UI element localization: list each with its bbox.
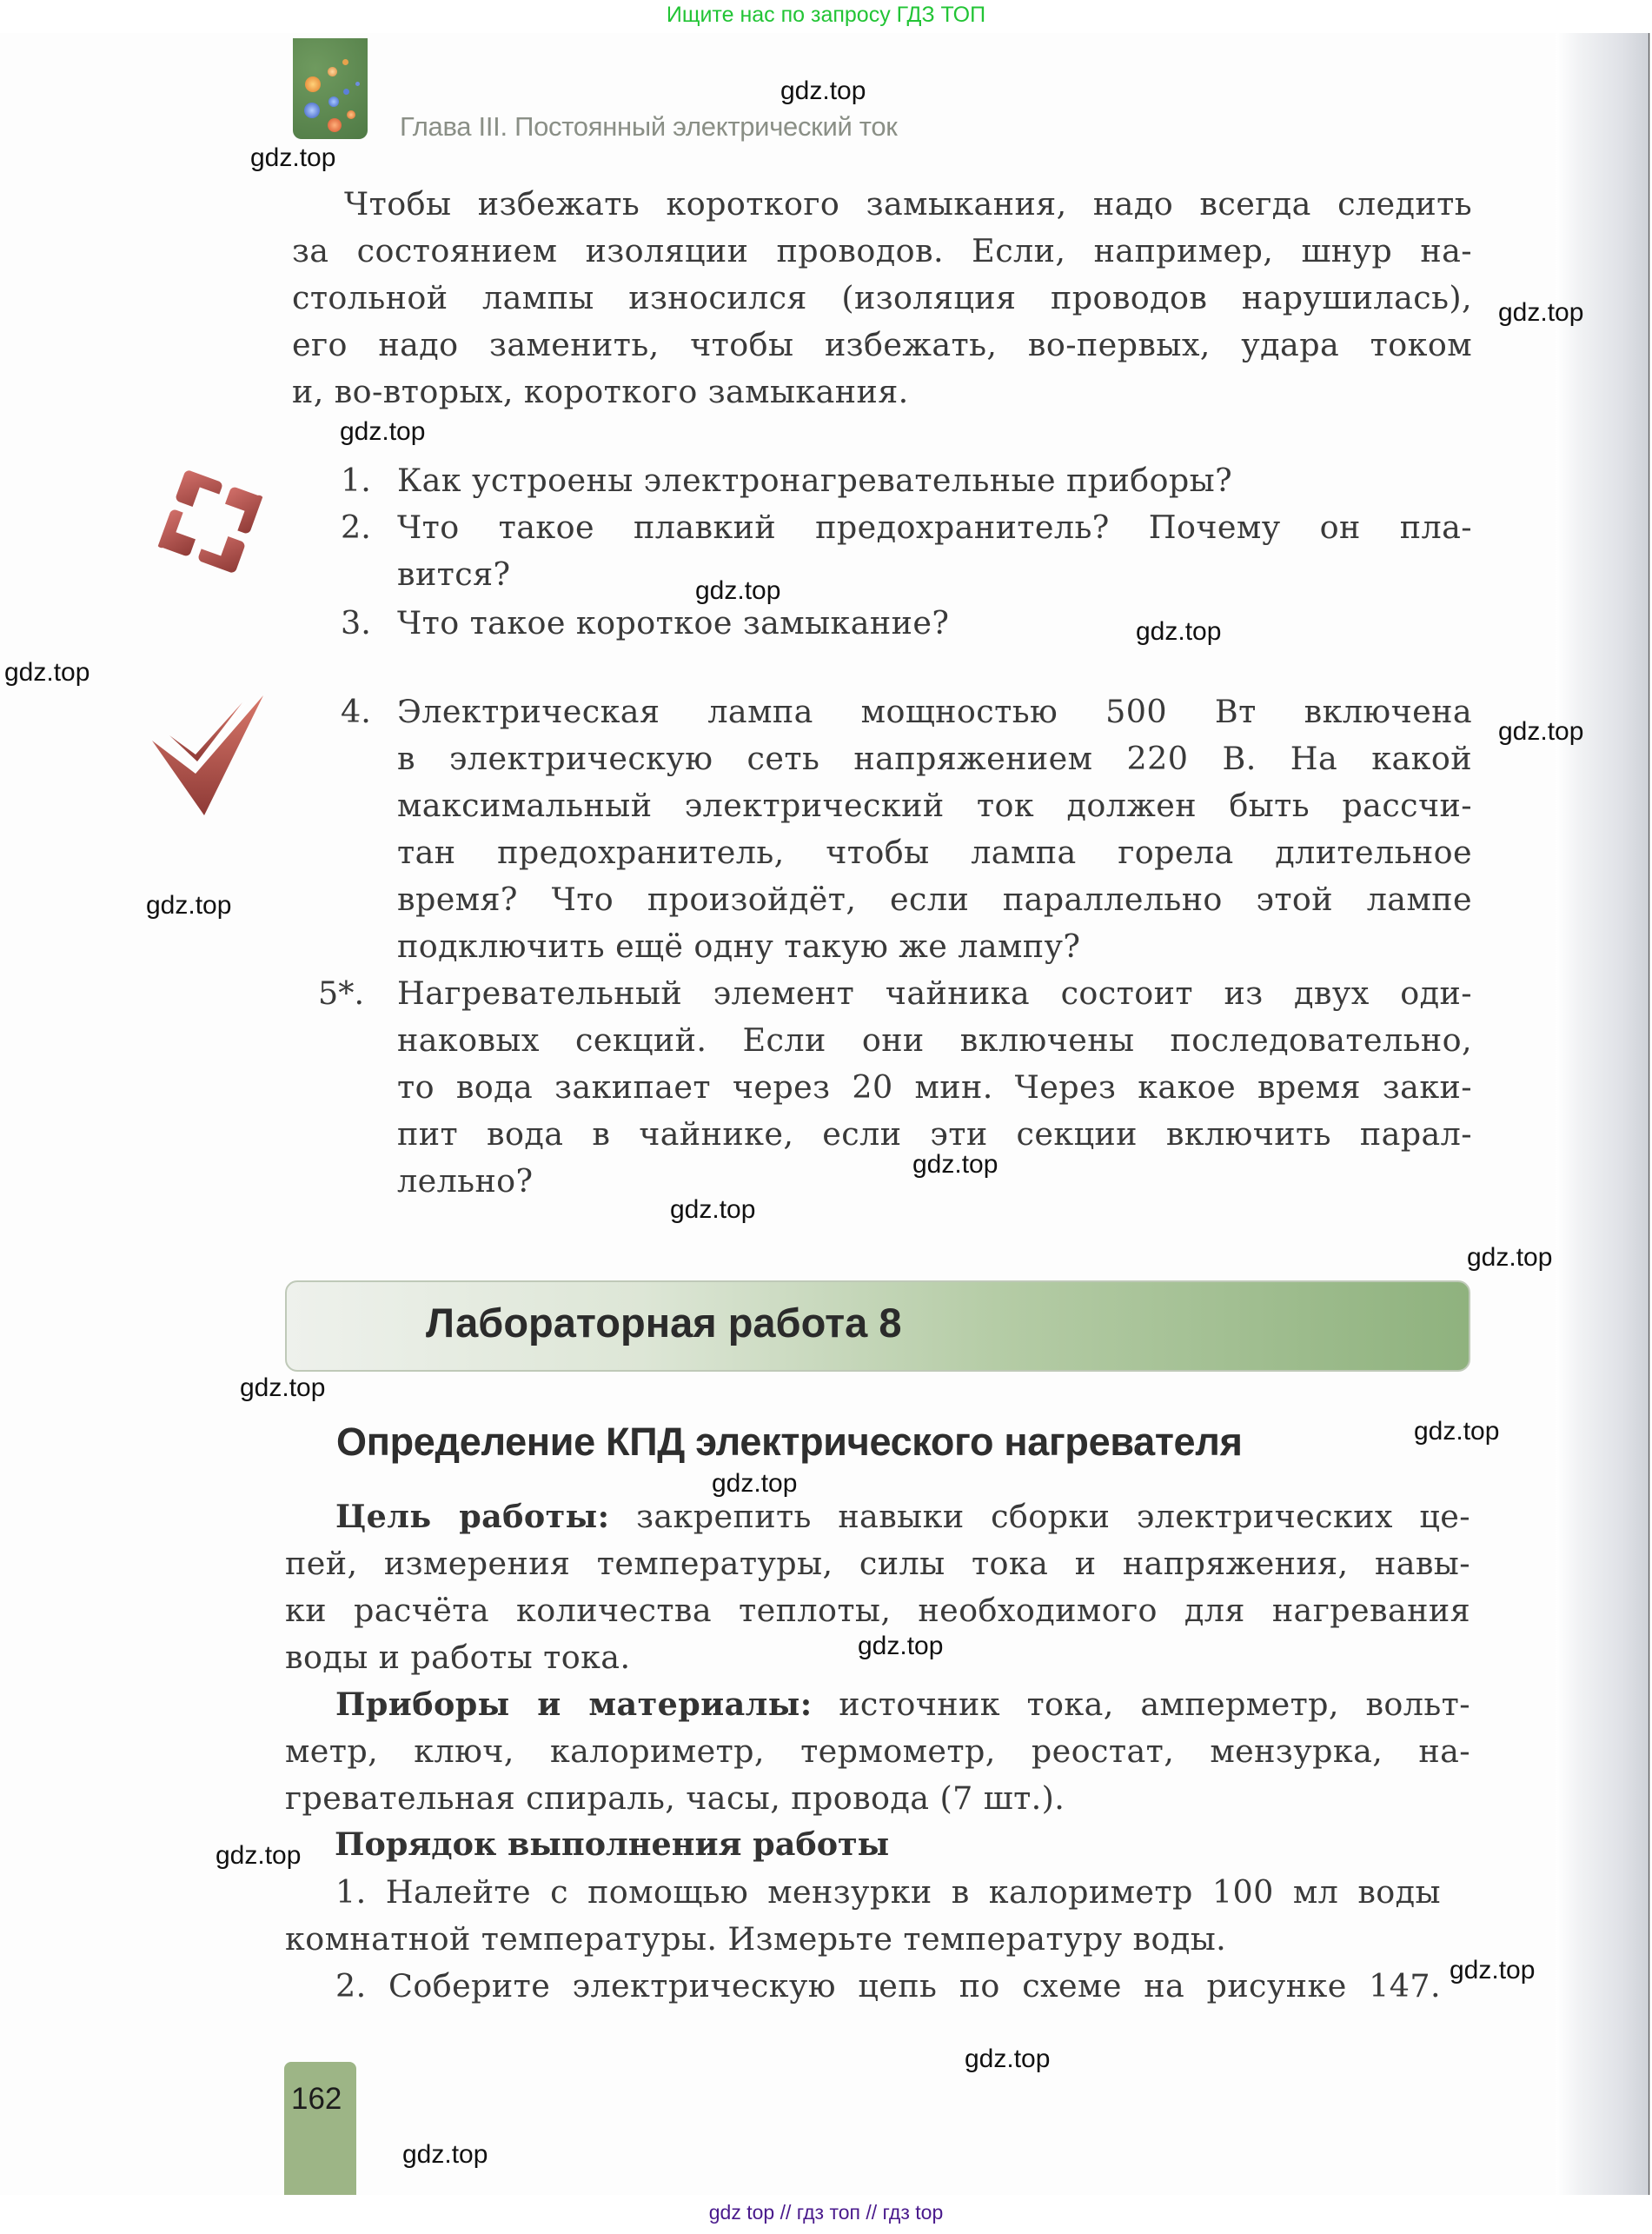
questions-icon xyxy=(152,463,269,580)
text-line: Электрическая лампа мощностью 500 Вт включена xyxy=(397,693,1472,730)
watermark-text: gdz.top xyxy=(712,1469,798,1498)
text-line: пей, измерения температуры, силы тока и напряжения, навы- xyxy=(285,1545,1470,1582)
text-line: комнатной температуры. Измерьте температуру воды. xyxy=(285,1920,1227,1958)
text-line: источник тока, амперметр, вольт- xyxy=(812,1685,1470,1723)
watermark-text: gdz.top xyxy=(250,143,336,172)
text-line: гревательная спираль, часы, провода (7 шт.). xyxy=(285,1779,1065,1817)
watermark-text: gdz.top xyxy=(1136,617,1222,646)
text-line: закрепить навыки сборки электрических це- xyxy=(609,1498,1470,1535)
question-2 xyxy=(397,504,1472,598)
watermark-text: gdz.top xyxy=(216,1841,302,1870)
procedure-heading: Порядок выполнения работы xyxy=(335,1825,890,1863)
text-line: его надо заменить, чтобы избежать, во-первых, удара током xyxy=(292,326,1472,363)
watermark-text: gdz.top xyxy=(4,658,90,687)
text-line: максимальный электрический ток должен быть рассчи- xyxy=(397,787,1472,824)
lab-procedure xyxy=(285,1869,1470,2010)
watermark-text: gdz.top xyxy=(858,1632,944,1660)
watermark-text: gdz.top xyxy=(402,2140,488,2169)
text-line: вится? xyxy=(397,555,511,593)
text-line: и, во-вторых, короткого замыкания. xyxy=(292,373,909,410)
watermark-text: gdz.top xyxy=(1414,1417,1500,1446)
watermark-text: gdz.top xyxy=(695,576,781,605)
exercise-number: 5*. xyxy=(318,974,365,1012)
text-line: лельно? xyxy=(397,1162,534,1200)
question-number: 3. xyxy=(341,604,371,642)
question-number: 1. xyxy=(341,462,371,499)
check-icon xyxy=(152,695,267,819)
procedure-step-1: 1. Налейте с помощью мензурки в калориметр 100 мл воды xyxy=(335,1873,1441,1911)
watermark-text: gdz.top xyxy=(240,1373,326,1402)
footer-watermark: gdz top // гдз топ // гдз top xyxy=(708,2201,944,2224)
text-line: Чтобы избежать короткого замыкания, надо всегда следить xyxy=(344,185,1472,223)
header-banner: Ищите нас по запросу ГДЗ ТОП xyxy=(666,3,986,27)
text-line: Нагревательный элемент чайника состоит из двух оди- xyxy=(397,974,1472,1012)
question-1 xyxy=(397,457,1472,504)
goal-label: Цель работы: xyxy=(335,1498,610,1535)
watermark-text: gdz.top xyxy=(912,1150,998,1179)
watermark-text: gdz.top xyxy=(780,76,866,105)
watermark-text: gdz.top xyxy=(670,1195,756,1224)
watermark-text: gdz.top xyxy=(1467,1243,1553,1272)
watermark-text: gdz.top xyxy=(340,417,426,446)
text-line: воды и работы тока. xyxy=(285,1639,631,1676)
lab-subtitle: Определение КПД электрического нагревателя xyxy=(336,1420,1243,1464)
lab-title: Лабораторная работа 8 xyxy=(426,1300,902,1346)
watermark-text: gdz.top xyxy=(1450,1956,1536,1985)
question-3 xyxy=(397,600,1472,647)
chapter-title: Глава III. Постоянный электрический ток xyxy=(400,111,898,142)
watermark-text: gdz.top xyxy=(1498,717,1584,746)
text-line: метр, ключ, калориметр, термометр, реостат, мензурка, на- xyxy=(285,1732,1470,1770)
exercise-4 xyxy=(397,688,1472,970)
watermark-text: gdz.top xyxy=(1498,298,1584,327)
exercise-number: 4. xyxy=(341,693,371,730)
page-number: 162 xyxy=(291,2082,342,2116)
question-number: 2. xyxy=(341,509,371,546)
watermark-text: gdz.top xyxy=(965,2045,1051,2073)
procedure-step-2: 2. Соберите электрическую цепь по схеме на рисунке 147. xyxy=(335,1967,1441,2005)
lab-materials xyxy=(285,1681,1470,1822)
page-gutter-shadow xyxy=(1556,33,1652,2195)
watermark-text: gdz.top xyxy=(146,891,232,920)
text-line: в электрическую сеть напряжением 220 В. На какой xyxy=(397,740,1472,777)
intro-paragraph xyxy=(292,181,1472,416)
text-line: Как устроены электронагревательные приборы? xyxy=(397,462,1233,499)
text-line: за состоянием изоляции проводов. Если, например, шнур на- xyxy=(292,232,1472,269)
text-line: пит вода в чайнике, если эти секции включить парал- xyxy=(397,1115,1472,1153)
text-line: ки расчёта количества теплоты, необходимого для нагревания xyxy=(285,1592,1470,1629)
text-line: подключить ещё одну такую же лампу? xyxy=(397,928,1081,965)
materials-label: Приборы и материалы: xyxy=(335,1685,813,1723)
text-line: наковых секций. Если они включены последовательно, xyxy=(397,1021,1472,1059)
text-line: тан предохранитель, чтобы лампа горела длительное xyxy=(397,834,1472,871)
text-line: то вода закипает через 20 мин. Через какое время заки- xyxy=(397,1068,1472,1106)
text-line: Что такое короткое замыкание? xyxy=(397,604,950,642)
text-line: Что такое плавкий предохранитель? Почему он пла- xyxy=(397,509,1472,546)
text-line: время? Что произойдёт, если параллельно этой лампе xyxy=(397,881,1472,918)
text-line: стольной лампы износился (изоляция проводов нарушилась), xyxy=(292,279,1472,316)
chapter-tile-icon xyxy=(293,38,368,139)
